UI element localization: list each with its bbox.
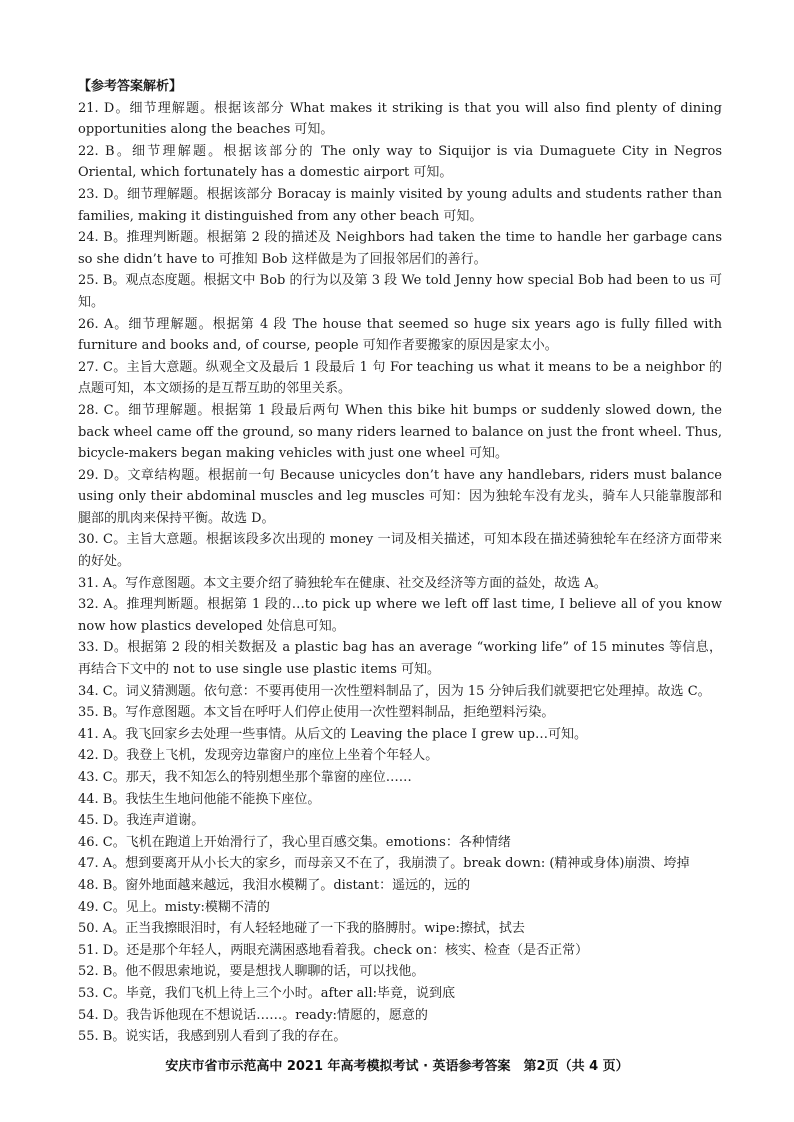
answer-item: 47. A。想到要离开从小长大的家乡，而母亲又不在了，我崩溃了。break down: (精神或身体)崩溃、垮掉 [78,856,690,872]
answer-item: 44. B。我怯生生地问他能不能换下座位。 [78,791,321,807]
answer-list [78,98,722,1048]
answer-item: 31. A。写作意图题。本文主要介绍了骑独轮车在健康、社交及经济等方面的益处，故选 A。 [78,575,607,591]
answer-item: 24. B。推理判断题。根据第 2 段的描述及 Neighbors had taken the time to handle her garbage cans so she didn’t have to 可推知 Bob 这样做是为了回报邻居们的善行。 [78,230,722,267]
answer-item: 30. C。主旨大意题。根据该段多次出现的 money 一词及相关描述，可知本段在描述骑独轮车在经济方面带来的好处。 [78,532,722,570]
answer-item: 23. D。细节理解题。根据该部分 Boracay is mainly visited by young adults and students rather than families, making it distinguished from any other beach 可知。 [78,186,722,224]
answer-item: 54. D。我告诉他现在不想说话……。ready:情愿的，愿意的 [78,1007,428,1023]
section-heading: 【参考答案解析】 [78,79,183,94]
answer-item: 34. C。词义猜测题。依句意：不要再使用一次性塑料制品了，因为 15 分钟后我们就要把它处理掉。故选 C。 [78,683,711,699]
answer-item: 35. B。写作意图题。本文旨在呼吁人们停止使用一次性塑料制品，拒绝塑料污染。 [78,705,555,721]
answer-item: 21. D。细节理解题。根据该部分 What makes it striking is that you will also find plenty of dining opportunities along the beaches 可知。 [78,100,722,138]
answer-item: 51. D。还是那个年轻人，两眼充满困惑地看着我。check on：核实、检查（是否正常） [78,942,589,958]
answer-item: 25. B。观点态度题。根据文中 Bob 的行为以及第 3 段 We told Jenny how special Bob had been to us 可知。 [78,273,722,310]
answer-item: 42. D。我登上飞机，发现旁边靠窗户的座位上坐着个年轻人。 [78,748,439,764]
answer-item: 29. D。文章结构题。根据前一句 Because unicycles don’t have any handlebars, riders must balance using only their abdominal muscles and leg muscles 可知：因为独轮车没有龙头，骑车人只能靠腹部和腿部的肌肉来保持平衡。故选 D。 [78,467,722,526]
answer-item: 26. A。细节理解题。根据第 4 段 The house that seemed so huge six years ago is fully filled with furniture and books and, of course, people 可知作者要搬家的原因是家太小。 [78,316,722,354]
answer-item: 32. A。推理判断题。根据第 1 段的…to pick up where we left off last time, I believe all of you know now how plastics developed 处信息可知。 [78,597,722,634]
answer-item: 43. C。那天，我不知怎么的特别想坐那个靠窗的座位…… [78,770,412,785]
answer-item: 27. C。主旨大意题。纵观全文及最后 1 段最后 1 句 For teaching us what it means to be a neighbor 的点题可知，本文颂扬的是互帮互助的邻里关系。 [78,359,722,397]
answer-item: 33. D。根据第 2 段的相关数据及 a plastic bag has an average “working life” of 15 minutes 等信息，再结合下文中的 not to use single use plastic items 可知。 [78,640,722,678]
answer-explanations [78,76,722,1048]
answer-item: 46. C。飞机在跑道上开始滑行了，我心里百感交集。emotions：各种情绪 [78,834,511,850]
answer-item: 53. C。毕竟，我们飞机上待上三个小时。after all:毕竟，说到底 [78,985,456,1001]
answer-item: 48. B。窗外地面越来越远，我泪水模糊了。distant：遥远的，远的 [78,877,471,893]
answer-item: 55. B。说实话，我感到别人看到了我的存在。 [78,1029,347,1045]
answer-item: 52. B。他不假思索地说，要是想找人聊聊的话，可以找他。 [78,964,425,980]
answer-item: 22. B。细节理解题。根据该部分的 The only way to Siquijor is via Dumaguete City in Negros Oriental, which fortunately has a domestic airport 可知。 [78,143,722,181]
answer-item: 28. C。细节理解题。根据第 1 段最后两句 When this bike hit bumps or suddenly slowed down, the back wheel came off the ground, so many riders learned to balance on just the front wheel. Thus, bicycle-makers began making vehicles with just one wheel 可知。 [78,402,722,462]
answer-item: 41. A。我飞回家乡去处理一些事情。从后文的 Leaving the place I grew up…可知。 [78,726,587,742]
page-footer: 安庆市省市示范高中 2021 年高考模拟考试 · 英语参考答案 第2页（共 4 页） [165,1059,629,1074]
answer-item: 49. C。见上。misty:模糊不清的 [78,899,270,915]
answer-item: 45. D。我连声道谢。 [78,813,205,829]
answer-item: 50. A。正当我擦眼泪时，有人轻轻地碰了一下我的胳膊肘。wipe:擦拭，拭去 [78,921,525,937]
